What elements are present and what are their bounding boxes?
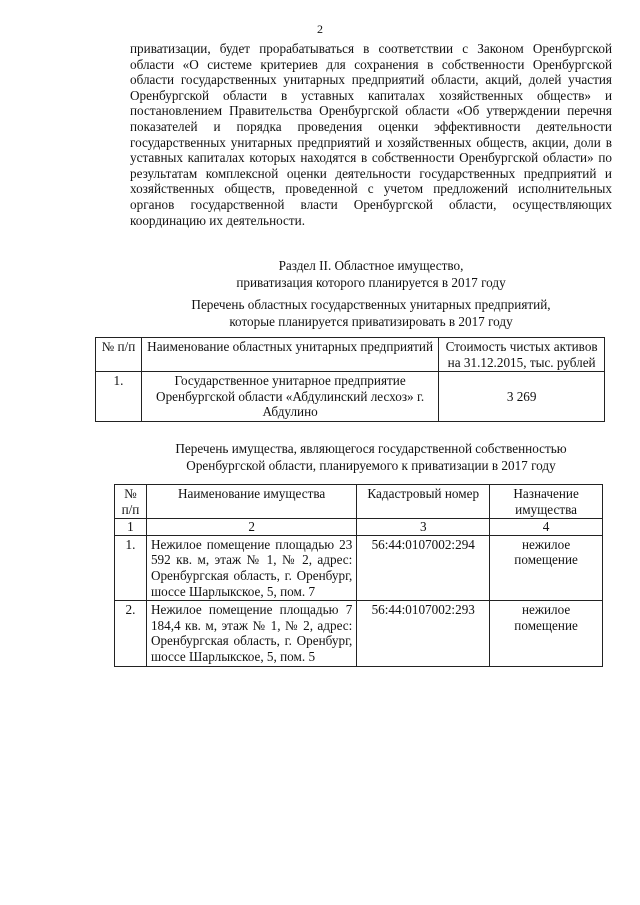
property-list-heading-line-2: Оренбургской области, планируемого к приватизации в 2017 году	[186, 457, 556, 473]
section-heading-line-2: приватизация которого планируется в 2017 году	[236, 274, 506, 290]
header-enterprise-name: Наименование областных унитарных предприятий	[141, 338, 438, 372]
property-list-heading-line-1: Перечень имущества, являющегося государственной собственностью	[175, 441, 567, 456]
row-number: 1.	[115, 535, 147, 600]
property-purpose: нежилое помещение	[490, 601, 603, 666]
property-description: Нежилое помещение площадью 7 184,4 кв. м, этаж № 1, № 2, адрес: Оренбургская область, г. Оренбург, шоссе Шарлыкское, 5, пом. 5	[146, 601, 356, 666]
header-cadastral-number: Кадастровый номер	[357, 485, 490, 519]
column-number: 2	[146, 519, 356, 536]
header-property-name: Наименование имущества	[146, 485, 356, 519]
table-row	[115, 535, 603, 600]
page-number: 2	[317, 22, 323, 36]
header-property-purpose: Назначение имущества	[490, 485, 603, 519]
section-heading	[130, 258, 612, 291]
column-number: 3	[357, 519, 490, 536]
section-heading-line-1: Раздел II. Областное имущество,	[278, 258, 464, 273]
enterprises-list-heading-line-1: Перечень областных государственных унитарных предприятий,	[191, 297, 551, 312]
table-header-row	[115, 485, 603, 519]
property-list-heading	[130, 441, 612, 474]
column-number-row	[115, 519, 603, 536]
table-row	[96, 372, 605, 422]
enterprises-list-heading	[130, 297, 612, 330]
net-assets-value: 3 269	[439, 372, 605, 422]
column-number: 4	[490, 519, 603, 536]
enterprises-list-heading-line-2: которые планируется приватизировать в 2017 году	[229, 313, 513, 329]
table-row	[115, 601, 603, 666]
column-number: 1	[115, 519, 147, 536]
table-header-row	[96, 338, 605, 372]
body-paragraph: приватизации, будет прорабатываться в соответствии с Законом Оренбургской области «О системе критериев для сохранения в собственности Оренбургской области государственных унитарных предприятий области, акций, долей участия Оренбургской области в уставных капиталах хозяйственных обществ» и постановлением Правительства Оренбургской области «Об утверждении перечня показателей и порядка проведения оценки эффективности деятельности государственных унитарных предприятий и хозяйственных обществ, акции, доли в уставных капиталах которых находятся в собственности Оренбургской области» по результатам комплексной оценки деятельности государственных предприятий и хозяйственных обществ, проведенной с учетом предложений исполнительных органов государственной власти Оренбургской области, осуществляющих координацию их деятельности.	[130, 41, 612, 228]
cadastral-number: 56:44:0107002:293	[357, 601, 490, 666]
row-number: 1.	[96, 372, 142, 422]
enterprises-table	[95, 337, 605, 422]
property-description: Нежилое помещение площадью 23 592 кв. м, этаж № 1, № 2, адрес: Оренбургская область, г. Оренбург, шоссе Шарлыкское, 5, пом. 7	[146, 535, 356, 600]
property-table	[114, 484, 603, 667]
header-number: № п/п	[115, 485, 147, 519]
property-purpose: нежилое помещение	[490, 535, 603, 600]
cadastral-number: 56:44:0107002:294	[357, 535, 490, 600]
header-net-assets: Стоимость чистых активов на 31.12.2015, тыс. рублей	[439, 338, 605, 372]
header-number: № п/п	[96, 338, 142, 372]
row-number: 2.	[115, 601, 147, 666]
enterprise-name: Государственное унитарное предприятие Оренбургской области «Абдулинский лесхоз» г. Абдулино	[141, 372, 438, 422]
